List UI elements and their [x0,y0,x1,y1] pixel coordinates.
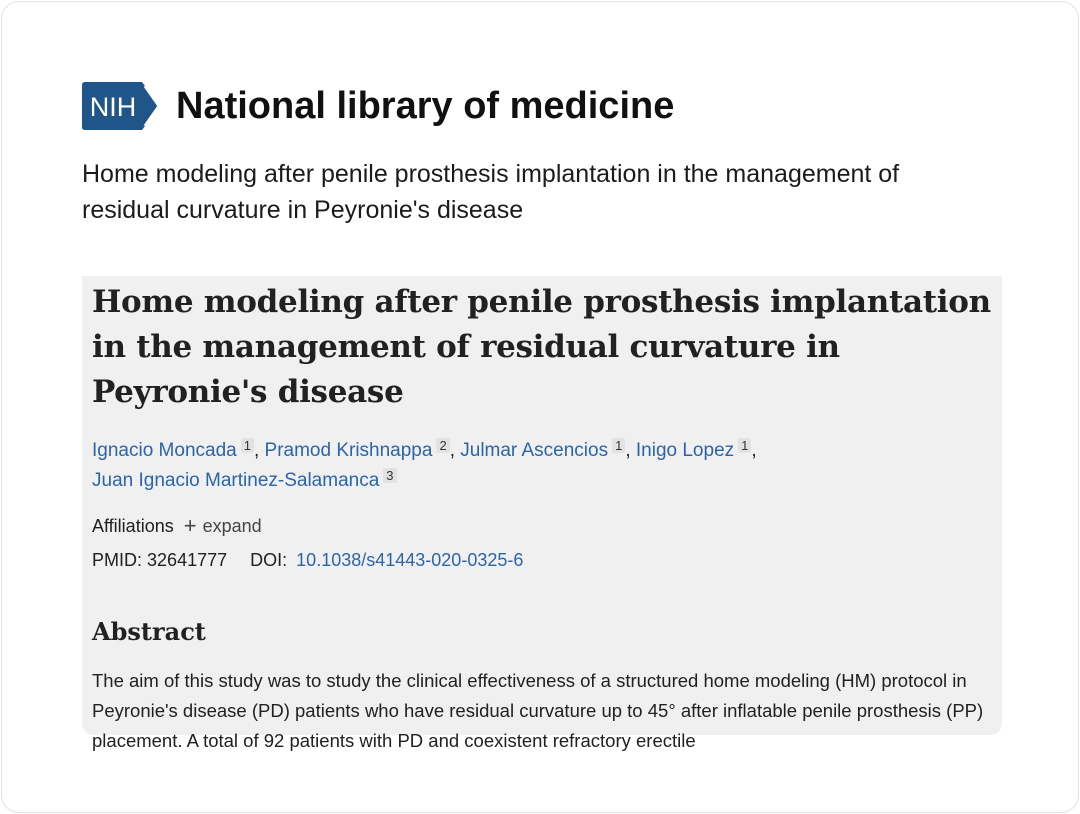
abstract-text: The aim of this study was to study the clinical effectiveness of a structured home modeling (HM) protocol in Peyronie's disease (PD) patients who have residual curvature up to 45° after inflatable penile prosthesis (PP) placement. A total of 92 patients with PD and coexistent refractory erectile [92,670,984,751]
abstract-heading: Abstract [92,617,206,646]
author-separator: , [253,440,260,461]
nih-logo-icon [82,82,160,130]
plus-icon: + [183,513,197,538]
author-separator: , [449,440,455,461]
nih-logo-text: NIH [89,92,137,122]
author-affiliation-number[interactable]: 1 [738,438,751,453]
author-link[interactable]: Pramod Krishnappa [264,440,433,461]
affiliations-row [92,512,262,540]
page-subtitle: Home modeling after penile prosthesis implantation in the management of residual curvature in Peyronie's disease [82,160,900,224]
author-affiliation-number[interactable]: 1 [612,438,625,453]
author-affiliation-number[interactable]: 1 [241,438,254,453]
pmid-label: PMID: [92,550,143,570]
content-card [1,1,1079,813]
author-link[interactable]: Inigo Lopez [635,440,735,461]
article-title: Home modeling after penile prosthesis implantation in the management of residual curvature in Peyronie's disease [92,284,991,410]
doi-link[interactable]: 10.1038/s41443-020-0325-6 [296,550,524,570]
site-title: National library of medicine [176,85,675,127]
author-link[interactable]: Ignacio Moncada [92,440,237,461]
author-affiliation-number[interactable]: 2 [436,438,449,453]
author-separator: , [625,440,631,461]
expand-label: expand [202,516,262,536]
affiliations-label: Affiliations [92,516,174,536]
authors-list [92,436,992,496]
expand-affiliations-button[interactable] [184,512,262,540]
article-preview [82,276,1002,751]
doi-label: DOI: [250,550,288,570]
identifiers-row [92,546,523,574]
author-link[interactable]: Julmar Ascencios [460,440,609,461]
author-affiliation-number[interactable]: 3 [383,468,396,483]
author-link[interactable]: Juan Ignacio Martinez-Salamanca [92,470,380,491]
site-header [82,82,674,130]
author-separator: , [751,440,757,461]
pmid-value: 32641777 [147,550,228,570]
